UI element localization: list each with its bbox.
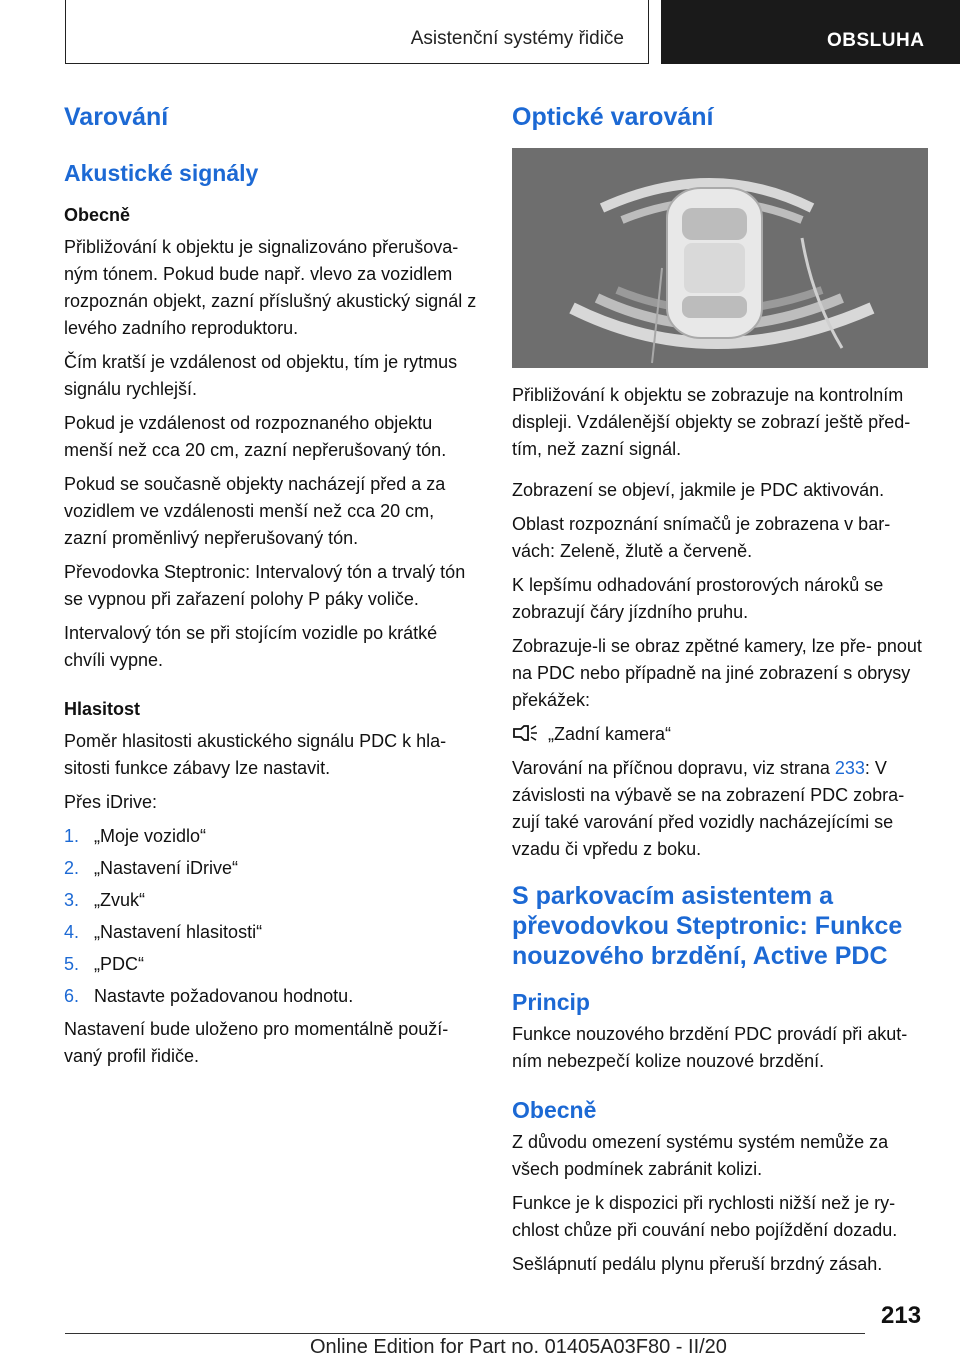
step-text: „Moje vozidlo“ bbox=[94, 826, 207, 846]
paragraph: Čím kratší je vzdálenost od objektu, tím je rytmus signálu rychlejší. bbox=[64, 352, 458, 399]
footer-divider bbox=[65, 1333, 865, 1334]
pdc-car-graphic bbox=[512, 148, 928, 368]
step-number: 6. bbox=[64, 986, 80, 1006]
step-number: 5. bbox=[64, 954, 80, 974]
step-text: „PDC“ bbox=[94, 954, 144, 974]
paragraph: Zobrazení se objeví, jakmile je PDC aktivován. bbox=[512, 480, 885, 500]
section-heading-acoustic: Akustické signály bbox=[64, 160, 259, 186]
step-number: 2. bbox=[64, 858, 80, 878]
left-column bbox=[64, 100, 482, 1077]
paragraph: Intervalový tón se při stojícím vozidle po krátké chvíli vypne. bbox=[64, 623, 438, 670]
icon-item-label: „Zadní kamera“ bbox=[548, 724, 672, 744]
paragraph: Poměr hlasitosti akustického signálu PDC k hla‐ sitosti funkce zábavy lze nastavit. bbox=[64, 731, 447, 778]
step-text: „Nastavení iDrive“ bbox=[94, 858, 239, 878]
paragraph: Z důvodu omezení systému systém nemůže za všech podmínek zabránit kolizi. bbox=[512, 1132, 889, 1179]
list-item bbox=[64, 983, 482, 1010]
header-tab bbox=[661, 0, 960, 64]
page-title: Varování bbox=[64, 103, 169, 131]
list-item bbox=[64, 823, 482, 850]
steps-list bbox=[64, 823, 482, 1010]
list-item bbox=[64, 951, 482, 978]
step-text: Nastavte požadovanou hodnotu. bbox=[94, 986, 354, 1006]
page-link[interactable]: 233 bbox=[834, 758, 865, 778]
paragraph: Přibližování k objektu se zobrazuje na kontrolním displeji. Vzdálenější objekty se zobrazí ještě před‐ tím, než zazní signál. bbox=[512, 385, 911, 459]
pdc-illustration bbox=[512, 148, 928, 368]
paragraph: Pokud se současně objekty nacházejí před a za vozidlem ve vzdálenosti menší než cca 20 cm, zazní proměnlivý nepřerušovaný tón. bbox=[64, 474, 446, 548]
paragraph-text: Varování na příčnou dopravu, viz strana bbox=[512, 758, 835, 778]
paragraph: Funkce nouzového brzdění PDC provádí při akut‐ ním nebezpečí kolize nouzové brzdění. bbox=[512, 1024, 908, 1071]
paragraph: Funkce je k dispozici při rychlosti nižší než je ry‐ chlost chůze při couvání nebo pojíždění dozadu. bbox=[512, 1193, 898, 1240]
paragraph: Sešlápnutí pedálu plynu přeruší brzdný zásah. bbox=[512, 1254, 883, 1274]
page-number: 213 bbox=[881, 1302, 922, 1329]
icon-list-item bbox=[512, 721, 930, 748]
paragraph: Zobrazuje-li se obraz zpětné kamery, lze pře‐ pnout na PDC nebo případně na jiné zobrazení s obrysy překážek: bbox=[512, 636, 922, 710]
section-heading-parking-assistant: S parkovacím asistentem a převodovkou Steptronic: Funkce nouzového brzdění, Active PDC bbox=[512, 882, 903, 970]
paragraph: Přibližování k objektu je signalizováno přerušova‐ ným tónem. Pokud bude např. vlevo za vozidlem rozpoznán objekt, zazní příslušný akustický signál z levého zadního reproduktoru. bbox=[64, 237, 477, 338]
list-item bbox=[64, 919, 482, 946]
header-frame bbox=[65, 0, 649, 64]
step-number: 3. bbox=[64, 890, 80, 910]
header-section-title: Asistenční systémy řidiče bbox=[410, 28, 624, 49]
subheading-volume: Hlasitost bbox=[64, 699, 141, 719]
list-item bbox=[64, 855, 482, 882]
paragraph: Nastavení bude uloženo pro momentálně použí‐ vaný profil řidiče. bbox=[64, 1019, 449, 1066]
paragraph: Přes iDrive: bbox=[64, 792, 158, 812]
step-text: „Zvuk“ bbox=[94, 890, 145, 910]
paragraph-text: : V závislosti na výbavě se na zobrazení PDC zobra‐ zují také varování před vozidly nacházejícími se vzadu či vpředu z boku. bbox=[512, 758, 905, 859]
paragraph: Převodovka Steptronic: Intervalový tón a trvalý tón se vypnou při zařazení polohy P páky voliče. bbox=[64, 562, 466, 609]
header-tab-label: OBSLUHA bbox=[827, 30, 925, 51]
paragraph: Oblast rozpoznání snímačů je zobrazena v bar‐ vách: Zeleně, žlutě a červeně. bbox=[512, 514, 891, 561]
subheading-general: Obecně bbox=[512, 1097, 597, 1123]
rear-camera-icon bbox=[512, 723, 538, 743]
step-text: „Nastavení hlasitosti“ bbox=[94, 922, 263, 942]
paragraph: Pokud je vzdálenost od rozpoznaného objektu menší než cca 20 cm, zazní nepřerušovaný tón. bbox=[64, 413, 447, 460]
step-number: 4. bbox=[64, 922, 80, 942]
list-item bbox=[64, 887, 482, 914]
right-column bbox=[512, 100, 930, 1285]
paragraph: K lepšímu odhadování prostorových nároků se zobrazují čáry jízdního pruhu. bbox=[512, 575, 884, 622]
step-number: 1. bbox=[64, 826, 80, 846]
paragraph bbox=[512, 755, 930, 863]
footer-edition: Online Edition for Part no. 01405A03F80 - II/20 bbox=[310, 1336, 727, 1358]
subheading-general: Obecně bbox=[64, 205, 131, 225]
section-heading-optical: Optické varování bbox=[512, 103, 714, 131]
subheading-principle: Princip bbox=[512, 989, 590, 1015]
